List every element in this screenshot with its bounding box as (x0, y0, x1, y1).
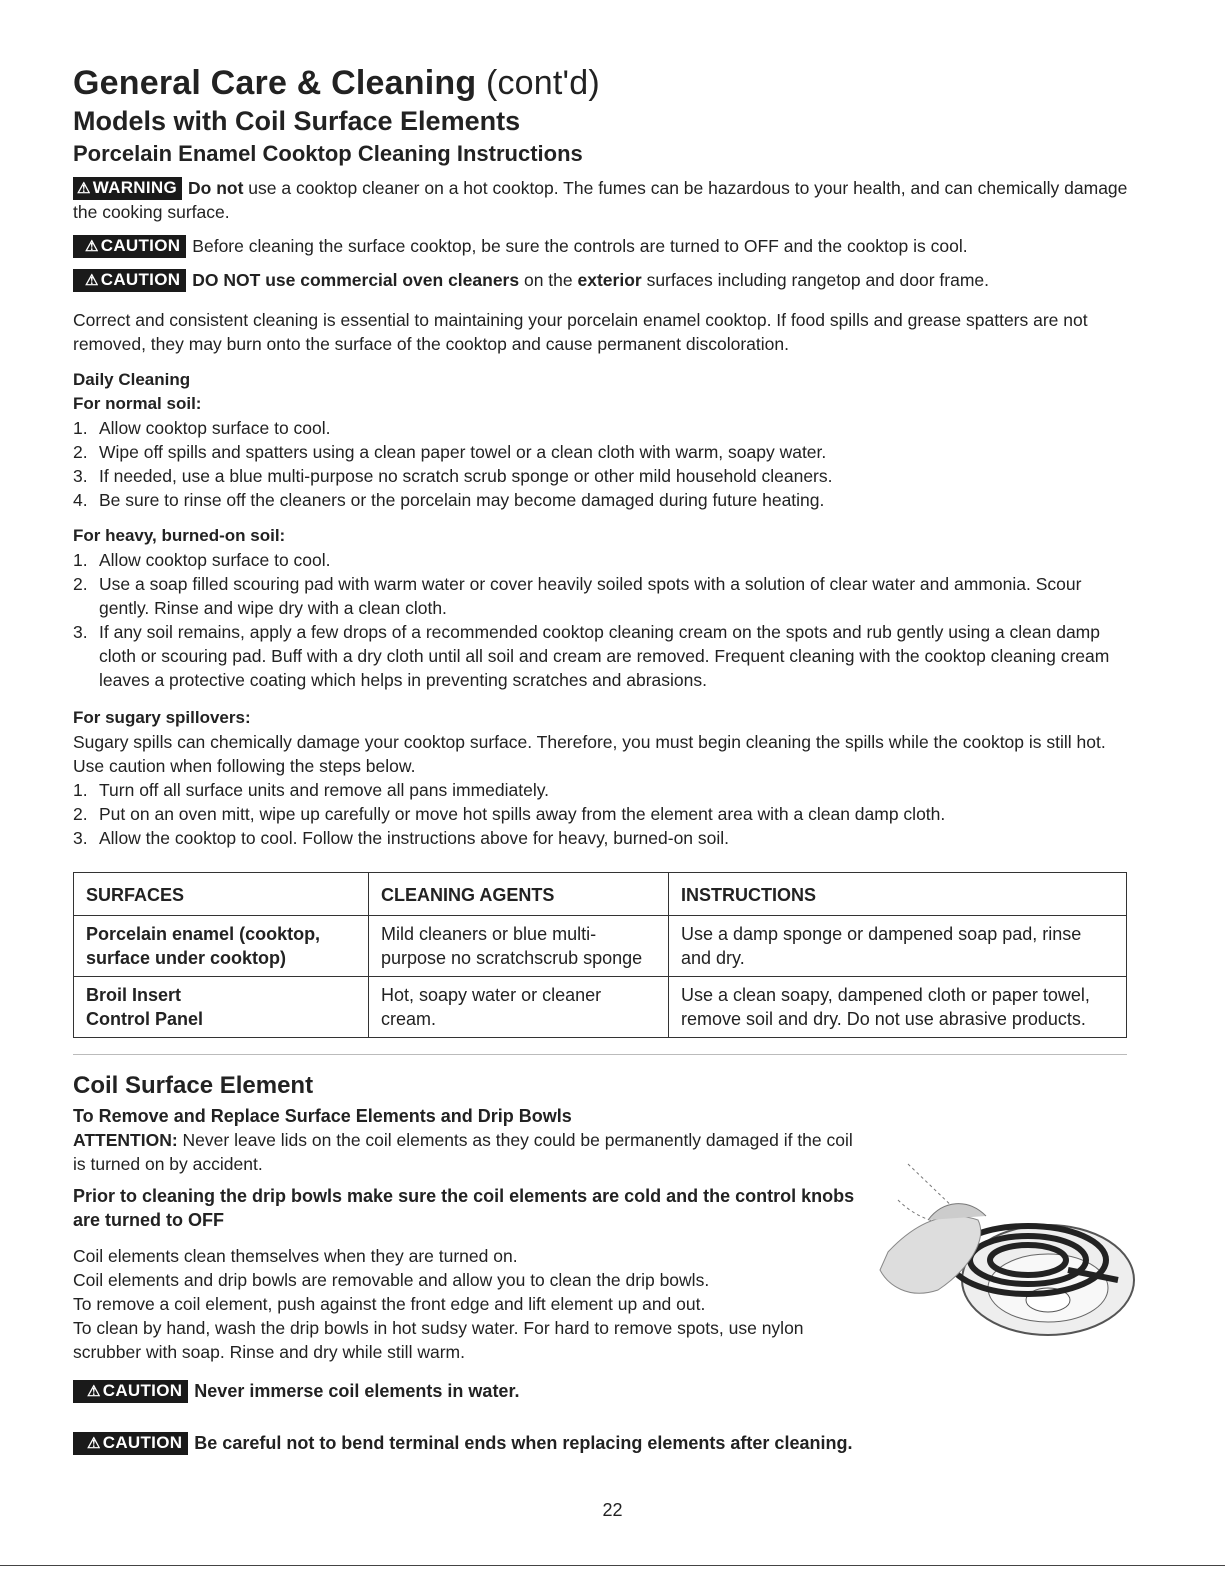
column-header: SURFACES (74, 873, 369, 916)
heavy-soil-list (73, 548, 1133, 692)
page-subtitle: Models with Coil Surface Elements (73, 106, 521, 136)
list-item: 3. Allow the cooktop to cool. Follow the instructions above for heavy, burned-on soil. (73, 828, 730, 848)
warning-triangle-icon: ⚠ (85, 272, 99, 289)
table-cell: Porcelain enamel (cooktop, surface under cooktop) (74, 916, 369, 977)
table-cell: Mild cleaners or blue multi-purpose no scratchscrub sponge (369, 916, 669, 977)
caution-block-1: ⚠ CAUTION Before cleaning the surface cooktop, be sure the controls are turned to OFF and the cooktop is cool. (73, 234, 1133, 258)
heavy-soil-section (73, 524, 1133, 692)
caution-badge: ⚠ CAUTION (73, 1380, 188, 1403)
coil-line: Coil elements clean themselves when they are turned on. (73, 1246, 518, 1266)
prior-notice: Prior to cleaning the drip bowls make sure the coil elements are cold and the control knobs are turned to OFF (73, 1186, 855, 1230)
column-header: CLEANING AGENTS (369, 873, 669, 916)
table-cell: Use a damp sponge or dampened soap pad, rinse and dry. (669, 916, 1127, 977)
caution-block-2: ⚠ CAUTION DO NOT use commercial oven cleaners on the exterior surfaces including rangetop and door frame. (73, 268, 1133, 292)
table-row (74, 977, 1127, 1038)
sugary-list (73, 778, 1133, 850)
list-item: 1. Turn off all surface units and remove all pans immediately. (73, 780, 550, 800)
daily-cleaning-heading: Daily Cleaning (73, 370, 191, 389)
warning-block: ⚠ WARNING Do not use a cooktop cleaner on a hot cooktop. The fumes can be hazardous to your health, and can chemically damage the cooking surface. (73, 178, 1128, 222)
attention-paragraph: ATTENTION: Never leave lids on the coil elements as they could be permanently damaged if the coil is turned on by accident. (73, 1130, 853, 1174)
coil-line: To clean by hand, wash the drip bowls in hot sudsy water. For hard to remove spots, use nylon scrubber with soap. Rinse and dry while still warm. (73, 1318, 804, 1362)
list-item: 1. Allow cooktop surface to cool. (73, 550, 331, 570)
warning-triangle-icon: ⚠ (87, 1383, 101, 1400)
section-heading: Porcelain Enamel Cooktop Cleaning Instructions (73, 141, 583, 166)
title-suffix: (cont'd) (485, 64, 600, 102)
divider (73, 1054, 1127, 1055)
warning-triangle-icon: ⚠ (87, 1435, 101, 1452)
caution-badge: ⚠ CAUTION (73, 269, 186, 292)
list-item: 3. If any soil remains, apply a few drops of a recommended cooktop cleaning cream on the spots and rub gently using a clean damp cloth or scouring pad. Buff with a dry cloth until all soil and cream are removed. Frequent cleaning with the cooktop cleaning cream leaves a protective coating which helps in preventing scratches and abrasions. (73, 622, 1110, 690)
table-cell: Use a clean soapy, dampened cloth or paper towel, remove soil and dry. Do not use abrasive products. (669, 977, 1127, 1038)
list-item: 2. Wipe off spills and spatters using a clean paper towel or a clean cloth with warm, soapy water. (73, 442, 827, 462)
table-cell: Hot, soapy water or cleaner cream. (369, 977, 669, 1038)
sugary-section (73, 706, 1133, 850)
coil-heading: Coil Surface Element (73, 1072, 314, 1099)
coil-element-illustration (868, 1160, 1138, 1360)
list-item: 3. If needed, use a blue multi-purpose no scratch scrub sponge or other mild household cleaners. (73, 466, 833, 486)
list-item: 4. Be sure to rinse off the cleaners or the porcelain may become damaged during future heating. (73, 490, 825, 510)
heavy-soil-heading: For heavy, burned-on soil: (73, 526, 286, 545)
coil-subheading: To Remove and Replace Surface Elements and Drip Bowls (73, 1106, 572, 1126)
footer-rule (0, 1565, 1225, 1566)
title-text: General Care & Cleaning (73, 64, 477, 102)
list-item: 1. Allow cooktop surface to cool. (73, 418, 331, 438)
warning-triangle-icon: ⚠ (77, 180, 91, 197)
caution-badge: ⚠ CAUTION (73, 235, 186, 258)
page-title (73, 64, 600, 103)
table-row (74, 916, 1127, 977)
intro-paragraph: Correct and consistent cleaning is essential to maintaining your porcelain enamel cooktop. If food spills and grease spatters are not removed, they may burn onto the surface of the cooktop and cause permanent discoloration. (73, 310, 1088, 354)
list-item: 2. Use a soap filled scouring pad with warm water or cover heavily soiled spots with a solution of clear water and ammonia. Scour gently. Rinse and wipe dry with a clean cloth. (73, 574, 1082, 618)
coil-instructions (73, 1244, 853, 1364)
normal-soil-heading: For normal soil: (73, 394, 202, 413)
page-number: 22 (602, 1500, 623, 1520)
list-item: 2. Put on an oven mitt, wipe up carefully or move hot spills away from the element area with a clean damp cloth. (73, 804, 946, 824)
caution-coil-2: ⚠ CAUTION Be careful not to bend terminal ends when replacing elements after cleaning. (73, 1432, 852, 1455)
caution-coil-1: ⚠ CAUTION Never immerse coil elements in water. (73, 1380, 519, 1403)
daily-cleaning-section (73, 368, 1133, 512)
caution-badge: ⚠ CAUTION (73, 1432, 188, 1455)
cleaning-table (73, 872, 1127, 1038)
coil-line: Coil elements and drip bowls are removable and allow you to clean the drip bowls. (73, 1270, 710, 1290)
coil-line: To remove a coil element, push against the front edge and lift element up and out. (73, 1294, 706, 1314)
warning-triangle-icon: ⚠ (85, 238, 99, 255)
table-header-row (74, 873, 1127, 916)
column-header: INSTRUCTIONS (669, 873, 1127, 916)
sugary-intro: Sugary spills can chemically damage your cooktop surface. Therefore, you must begin cleaning the spills while the cooktop is still hot. Use caution when following the steps below. (73, 732, 1106, 776)
warning-badge: ⚠ WARNING (73, 177, 182, 200)
table-cell: Broil Insert Control Panel (74, 977, 369, 1038)
normal-soil-list (73, 416, 1133, 512)
sugary-heading: For sugary spillovers: (73, 708, 251, 727)
